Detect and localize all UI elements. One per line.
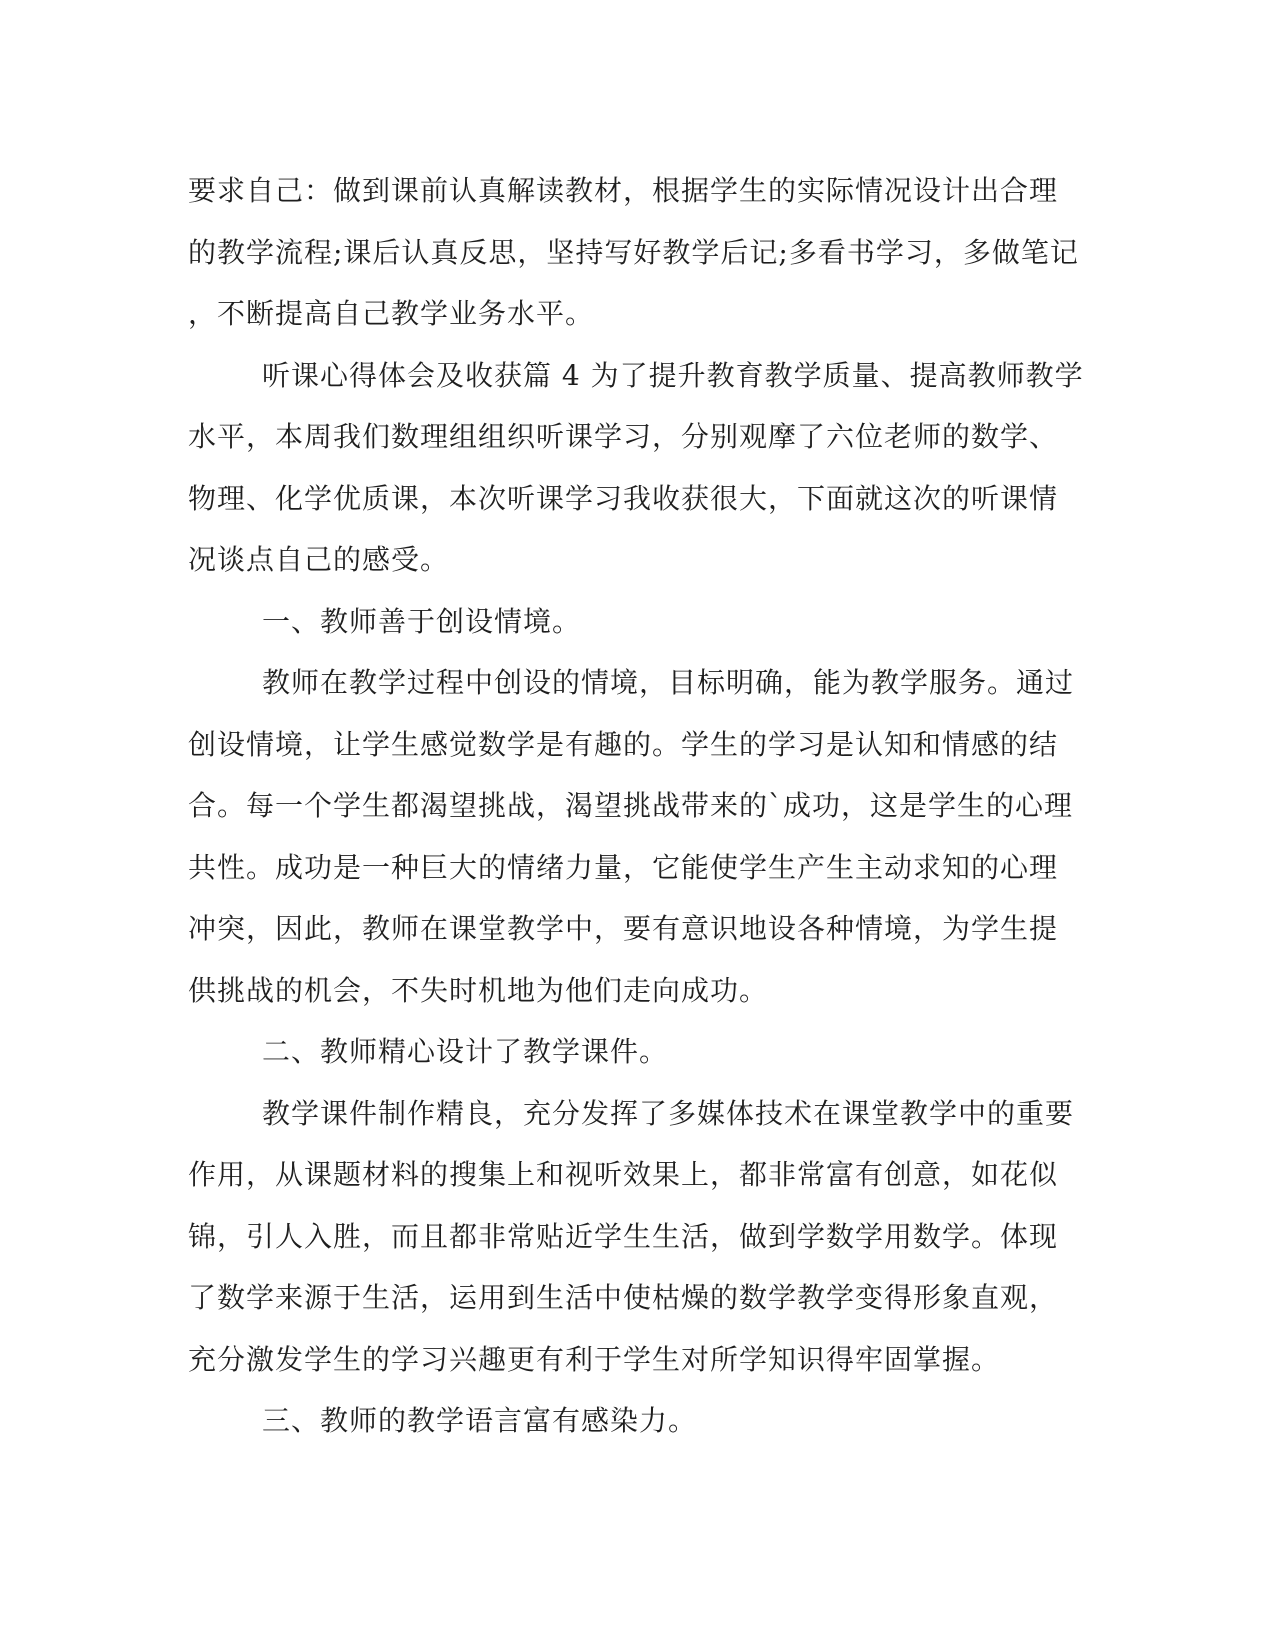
text-line: 合。每一个学生都渴望挑战，渴望挑战带来的`成功，这是学生的心理 bbox=[188, 789, 1074, 822]
text-line: 共性。成功是一种巨大的情绪力量，它能使学生产生主动求知的心理 bbox=[188, 850, 1059, 884]
text-line: 冲突，因此，教师在课堂教学中，要有意识地设各种情境，为学生提 bbox=[188, 912, 1059, 945]
section-heading: 一、教师善于创设情境。 bbox=[262, 604, 582, 638]
text-line: 的教学流程;课后认真反思，坚持写好教学后记;多看书学习，多做笔记 bbox=[188, 235, 1079, 269]
text-line: 锦，引人入胜，而且都非常贴近学生生活，做到学数学用数学。体现 bbox=[188, 1219, 1059, 1253]
section-heading: 三、教师的教学语言富有感染力。 bbox=[262, 1404, 698, 1437]
text-line: 听课心得体会及收获篇 4 为了提升教育教学质量、提高教师教学 bbox=[262, 358, 1084, 392]
text-line: 供挑战的机会，不失时机地为他们走向成功。 bbox=[188, 973, 769, 1007]
text-line: 水平，本周我们数理组组织听课学习，分别观摩了六位老师的数学、 bbox=[188, 420, 1059, 453]
text-line: 物理、化学优质课，本次听课学习我收获很大，下面就这次的听课情 bbox=[188, 481, 1059, 515]
text-line: 作用，从课题材料的搜集上和视听效果上，都非常富有创意，如花似 bbox=[188, 1158, 1059, 1191]
text-line: 况谈点自己的感受。 bbox=[188, 543, 450, 576]
text-line: 要求自己：做到课前认真解读教材，根据学生的实际情况设计出合理 bbox=[188, 174, 1059, 207]
body-text bbox=[188, 160, 1084, 1452]
text-line: 充分激发学生的学习兴趣更有利于学生对所学知识得牢固掌握。 bbox=[188, 1342, 1001, 1376]
text-line: 教师在教学过程中创设的情境，目标明确，能为教学服务。通过 bbox=[262, 666, 1075, 699]
text-line: 教学课件制作精良，充分发挥了多媒体技术在课堂教学中的重要 bbox=[262, 1096, 1075, 1130]
text-line: 创设情境，让学生感觉数学是有趣的。学生的学习是认知和情感的结 bbox=[188, 727, 1059, 761]
text-line: ，不断提高自己教学业务水平。 bbox=[188, 297, 595, 330]
text-line: 了数学来源于生活，运用到生活中使枯燥的数学教学变得形象直观， bbox=[188, 1281, 1059, 1314]
section-heading: 二、教师精心设计了教学课件。 bbox=[262, 1035, 669, 1068]
